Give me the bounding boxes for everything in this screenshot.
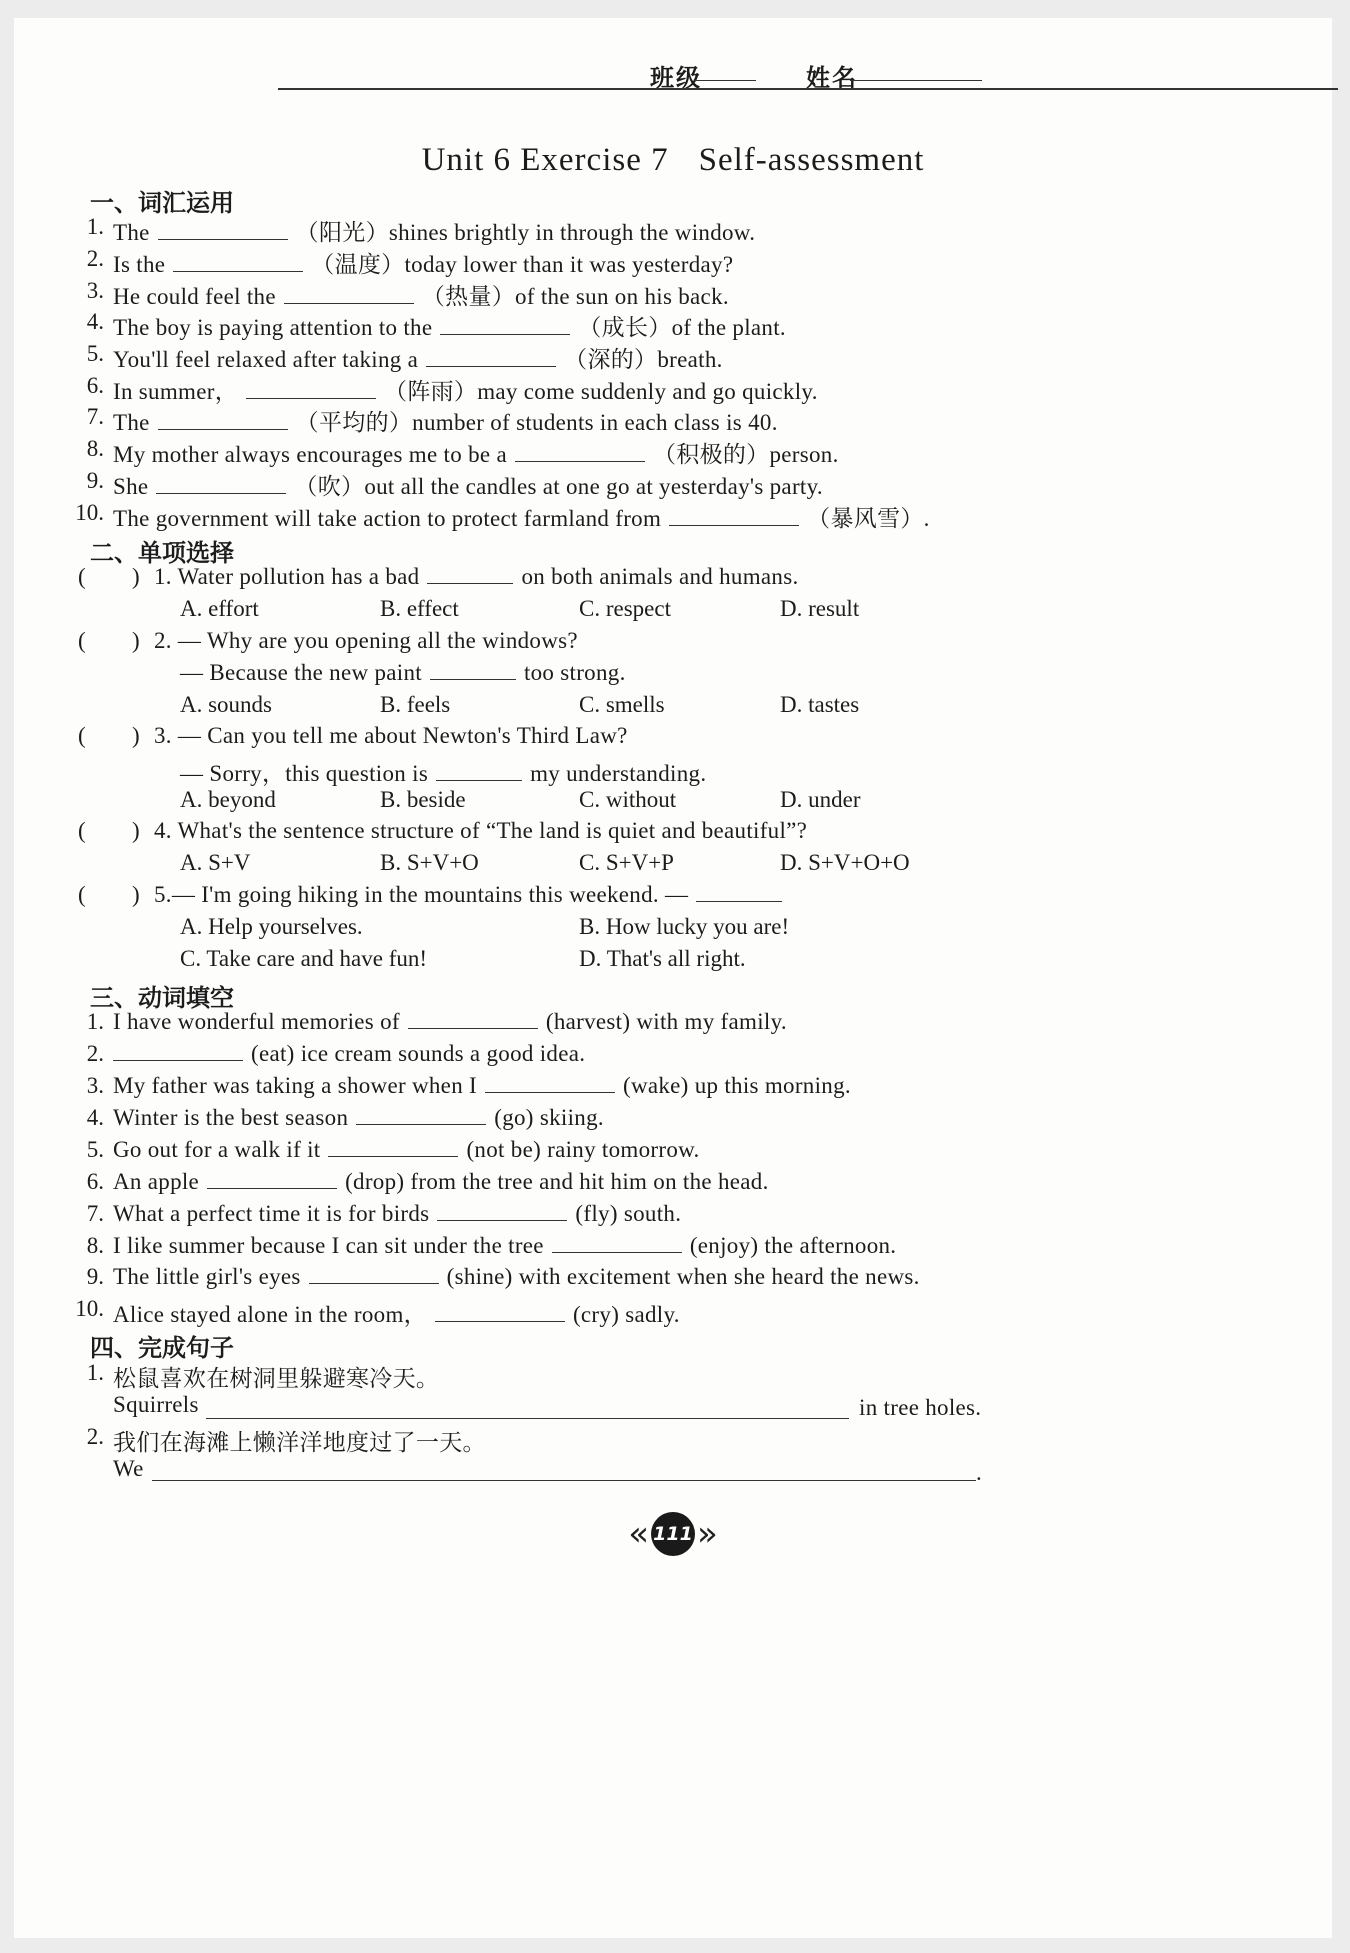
item-number: 2. [86,1424,104,1449]
item-text: I like summer because I can sit under the tree [113,1233,544,1258]
option-d[interactable]: D. That's all right. [579,946,746,971]
question-text: — Sorry，this question is [180,761,429,786]
item-number: 1. [86,1009,104,1034]
item-text: of the plant. [671,315,786,340]
answer-blank[interactable] [113,1058,243,1061]
page-number: 111 [651,1512,695,1556]
question-2-line2 [180,660,626,686]
item-text: In summer， [113,379,239,404]
answer-line[interactable] [152,1480,976,1481]
question-text: Water pollution has a bad [177,564,420,589]
answer-paren-open[interactable]: ( [78,628,86,653]
answer-blank[interactable] [435,1319,565,1322]
item-text: She [113,474,149,499]
answer-blank[interactable] [552,1250,682,1253]
answer-blank[interactable] [440,332,570,335]
answer-blank[interactable] [437,1218,567,1221]
section-heading-verb-fill: 三、动词填空 [90,984,234,1012]
sentence-end: in tree holes. [859,1395,982,1420]
item-number: 4. [86,309,104,334]
option-b[interactable]: B. S+V+O [380,850,479,875]
item-number: 8. [86,1233,104,1258]
name-label: 姓名 [806,66,858,92]
question-text: — Can you tell me about Newton's Third Law? [177,723,628,748]
option-c[interactable]: C. S+V+P [579,850,674,875]
right-chevron-icon: » [697,1514,718,1554]
question-text: — Why are you opening all the windows? [177,628,578,653]
question-text: on both animals and humans. [521,564,799,589]
answer-paren-open[interactable]: ( [78,723,86,748]
sentence-start: We [113,1456,144,1481]
item-number: 10. [75,1296,104,1321]
option-b[interactable]: B. effect [380,596,459,621]
item-hint: (wake) [623,1073,689,1098]
option-b[interactable]: B. feels [380,692,451,717]
item-hint: （暴风雪）. [807,506,930,531]
item-number: 9. [86,468,104,493]
class-blank[interactable] [694,80,756,81]
answer-blank[interactable] [246,396,376,399]
question-4 [154,818,807,844]
title-subtitle: Self-assessment [698,142,925,178]
item-number: 5. [86,1137,104,1162]
answer-blank[interactable] [173,269,303,272]
item-hint: (harvest) [545,1009,631,1034]
item-hint: (cry) [572,1302,620,1327]
item-text: I have wonderful memories of [113,1009,400,1034]
answer-paren-open[interactable]: ( [78,882,86,907]
option-d[interactable]: D. under [780,787,861,812]
item-text: He could feel the [113,284,276,309]
option-a[interactable]: A. S+V [180,850,251,875]
item-number: 2. [86,1041,104,1066]
item-text: The [113,410,150,435]
item-text: person. [769,442,839,467]
question-3 [154,723,628,749]
item-text: south. [623,1201,682,1226]
left-chevron-icon: « [628,1514,649,1554]
item-text: today lower than it was yesterday? [404,252,734,277]
item-number: 1. [86,1360,104,1385]
answer-blank[interactable] [485,1090,615,1093]
option-c[interactable]: C. Take care and have fun! [180,946,428,971]
item-hint: (enjoy) [689,1233,759,1258]
item-hint: （阳光） [295,220,389,245]
item-text: The little girl's eyes [113,1264,301,1289]
item-hint: （热量） [421,284,516,309]
sentence-start: Squirrels [113,1392,199,1417]
item-text: sadly. [625,1302,680,1327]
item-number: 2. [86,246,104,271]
item-text: An apple [113,1169,200,1194]
item-number: 3. [86,278,104,303]
item-number: 9. [86,1264,104,1289]
section-heading-multiple-choice: 二、单项选择 [90,539,234,567]
title-unit: Unit 6 Exercise 7 [421,142,669,178]
answer-blank[interactable] [669,523,799,526]
question-5 [154,882,790,908]
option-a[interactable]: A. sounds [180,692,273,717]
answer-blank[interactable] [356,1122,486,1125]
question-number: 1. [154,564,172,589]
option-c[interactable]: C. without [579,787,677,812]
item-text: What a perfect time it is for birds [113,1201,430,1226]
item-hint: （平均的） [295,410,413,435]
item-hint: （吹） [294,474,365,499]
answer-blank[interactable] [328,1154,458,1157]
item-text: Alice stayed alone in the room， [113,1302,427,1327]
item-text: The boy is paying attention to the [113,315,433,340]
answer-blank[interactable] [156,491,286,494]
item-hint: (drop) [345,1169,405,1194]
item-hint: （温度） [311,252,405,277]
item-text: may come suddenly and go quickly. [477,379,818,404]
sentence-end: . [976,1460,983,1485]
option-a[interactable]: A. beyond [180,787,276,812]
option-d[interactable]: D. tastes [780,692,860,717]
section-heading-complete-sentences: 四、完成句子 [90,1334,234,1362]
question-text: my understanding. [530,761,707,786]
option-d[interactable]: D. S+V+O+O [780,850,910,875]
item-hint: (shine) [446,1264,513,1289]
answer-blank[interactable] [158,427,288,430]
item-text: from the tree and hit him on the head. [410,1169,769,1194]
item-text: Winter is the best season [113,1105,349,1130]
answer-blank[interactable] [430,677,516,680]
answer-blank[interactable] [207,1186,337,1189]
item-text: Go out for a walk if it [113,1137,321,1162]
option-a[interactable]: A. Help yourselves. [180,914,363,939]
item-text: The government will take action to protect farmland from [113,506,662,531]
item-number: 1. [86,214,104,239]
question-text: too strong. [523,660,626,685]
answer-blank[interactable] [408,1026,538,1029]
item-text: out all the candles at one go at yesterday's party. [364,474,823,499]
item-number: 6. [86,1169,104,1194]
chinese-prompt: 我们在海滩上懒洋洋地度过了一天。 [113,1430,486,1456]
item-text: My father was taking a shower when I [113,1073,477,1098]
item-text: number of students in each class is 40. [412,410,778,435]
answer-blank[interactable] [515,459,645,462]
answer-line[interactable] [206,1418,849,1419]
option-d[interactable]: D. result [780,596,860,621]
item-hint: （积极的） [652,442,770,467]
answer-blank[interactable] [696,899,782,902]
answer-paren-close: ) [132,818,140,843]
question-text: What's the sentence structure of “The land is quiet and beautiful”? [177,818,808,843]
item-number: 6. [86,373,104,398]
item-text: ice cream sounds a good idea. [300,1041,586,1066]
option-b[interactable]: B. beside [380,787,466,812]
answer-blank[interactable] [436,778,522,781]
answer-blank[interactable] [284,301,414,304]
question-text: — Because the new paint [180,660,422,685]
page-number-badge [14,1512,1332,1556]
question-2 [154,628,578,654]
section-heading-vocabulary: 一、词汇运用 [90,189,234,217]
item-text: Is the [113,252,166,277]
answer-paren-close: ) [132,723,140,748]
item-text: the afternoon. [764,1233,897,1258]
worksheet-page [14,18,1332,1938]
item-text: skiing. [539,1105,604,1130]
question-number: 4. [154,818,172,843]
item-hint: （阵雨） [384,379,478,404]
option-c[interactable]: C. smells [579,692,665,717]
item-text: rainy tomorrow. [547,1137,700,1162]
name-blank[interactable] [850,80,982,81]
item-number: 3. [86,1073,104,1098]
answer-paren-close: ) [132,882,140,907]
item-text: My mother always encourages me to be a [113,442,507,467]
item-number: 7. [86,1201,104,1226]
answer-blank[interactable] [309,1281,439,1284]
item-number: 7. [86,404,104,429]
item-text: You'll feel relaxed after taking a [113,347,419,372]
item-number: 4. [86,1105,104,1130]
item-hint: （成长） [578,315,672,340]
question-text: — I'm going hiking in the mountains this weekend. [171,882,659,907]
item-text: with excitement when she heard the news. [518,1264,920,1289]
option-c[interactable]: C. respect [579,596,671,621]
question-text: — [665,882,689,907]
chinese-prompt: 松鼠喜欢在树洞里躲避寒冷天。 [113,1366,440,1392]
answer-paren-open[interactable]: ( [78,818,86,843]
question-number: 2. [154,628,172,653]
item-text: up this morning. [694,1073,851,1098]
item-hint: (eat) [251,1041,295,1066]
item-number: 8. [86,436,104,461]
answer-blank[interactable] [426,364,556,367]
item-hint: (not be) [466,1137,542,1162]
item-text: shines brightly in through the window. [388,220,756,245]
answer-blank[interactable] [158,237,288,240]
item-number: 10. [75,500,104,525]
question-3-line2 [180,755,706,788]
header-rule [278,88,1338,90]
item-hint: （深的） [564,347,658,372]
option-a[interactable]: A. effort [180,596,259,621]
item-hint: (fly) [575,1201,618,1226]
option-b[interactable]: B. How lucky you are! [579,914,790,939]
question-number: 5. [154,882,172,907]
answer-paren-close: ) [132,628,140,653]
page-title [14,142,1332,179]
answer-blank[interactable] [427,581,513,584]
item-number: 5. [86,341,104,366]
item-text: breath. [657,347,723,372]
answer-paren-close: ) [132,564,140,589]
class-label: 班级 [650,66,702,92]
item-text: of the sun on his back. [515,284,729,309]
item-hint: (go) [494,1105,534,1130]
item-text: with my family. [636,1009,787,1034]
question-number: 3. [154,723,172,748]
question-1 [154,564,799,590]
answer-paren-open[interactable]: ( [78,564,86,589]
item-text: The [113,220,150,245]
